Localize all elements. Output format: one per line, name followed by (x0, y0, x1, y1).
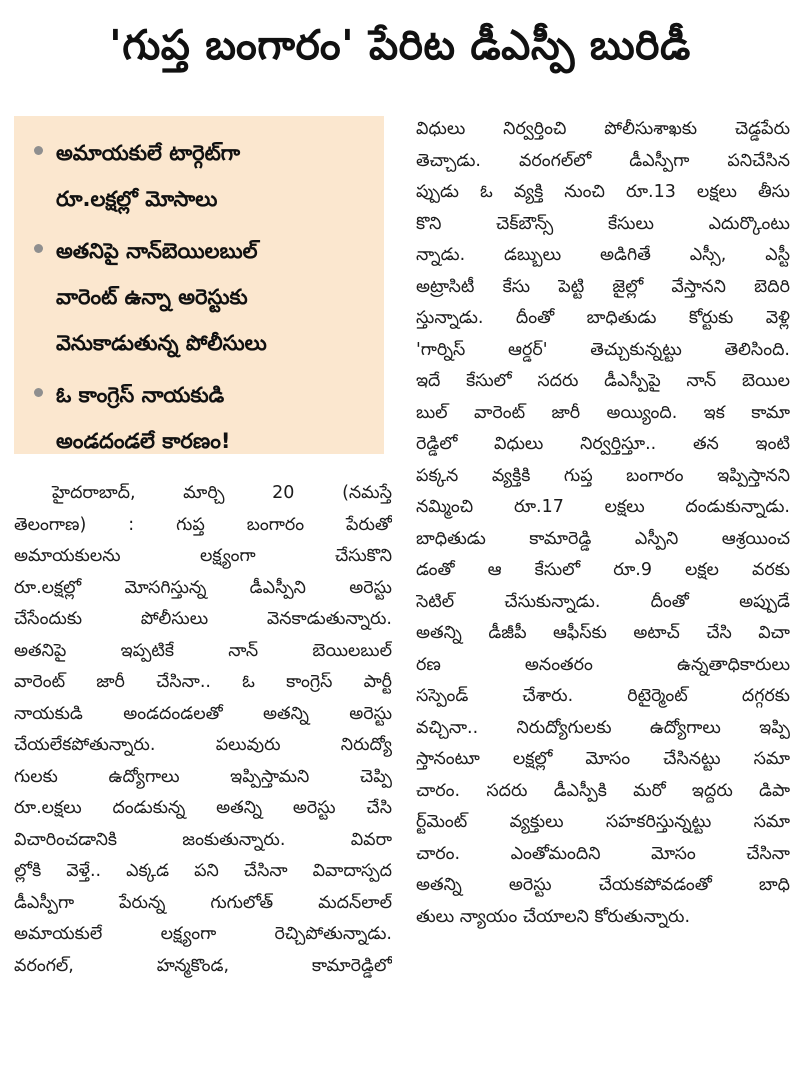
highlight-line: అతనిపై నాన్‌బెయిలబుల్ (56, 239, 258, 263)
article-line: 'గార్నిస్ ఆర్డర్' తెచ్చుకున్నట్టు తెలిసింది. (416, 339, 790, 360)
article-line: రెడ్డిలో విధులు నిర్వర్తిస్తూ.. తన ఇంటి (416, 434, 790, 454)
article-line: న్నాడు. డబ్బులు అడిగితే ఎస్సీ, ఎస్టీ (416, 245, 790, 265)
article-line: వరంగల్, హన్మకొండ, కామారెడ్డిలో (14, 955, 392, 976)
article-line: అట్రాసిటీ కేసు పెట్టి జైల్లో వేస్తానని బెదిరి (416, 276, 790, 297)
article-line: నమ్మించి రూ.17 లక్షలు దండుకున్నాడు. (416, 497, 790, 517)
article-column-left (14, 478, 392, 982)
highlight-line: అమాయకులే టార్గెట్‌గా (56, 141, 241, 165)
article-line: ర్ట్‌మెంట్ వ్యక్తులు సహకరిస్తున్నట్టు సమా (416, 812, 790, 832)
highlight-item (34, 228, 374, 366)
article-line: గులకు ఉద్యోగాలు ఇప్పిస్తామని చెప్పి (14, 766, 392, 787)
article-line: విధులు నిర్వర్తించి పోలీసుశాఖకు చెడ్డపేరు (416, 119, 790, 139)
article-line: రూ.లక్షల్లో మోసగిస్తున్న డీఎస్పీని అరెస్టు (14, 577, 392, 598)
bullet-dot-icon (34, 244, 43, 253)
article-line: స్తానంటూ లక్షల్లో మోసం చేసినట్టు సమా (416, 749, 790, 769)
article-line: విచారించడానికి జంకుతున్నారు. వివరా (14, 829, 392, 850)
article-line: స్తున్నాడు. దీంతో బాధితుడు కోర్టుకు వెళ్లి (416, 308, 790, 328)
article-line: రణ అనంతరం ఉన్నతాధికారులు (416, 654, 790, 675)
article-line: సస్పెండ్ చేశారు. రిటైర్మెంట్ దగ్గరకు (416, 686, 790, 706)
article-line: చారం. ఎంతోమందిని మోసం చేసినా (416, 843, 790, 864)
article-line: తెచ్చాడు. వరంగల్‌లో డీఎస్పీగా పనిచేసిన (416, 150, 790, 171)
article-line: అమాయకులే లక్ష్యంగా రెచ్చిపోతున్నాడు. (14, 924, 392, 944)
article-line: పక్కన వ్యక్తికి గుప్త బంగారం ఇప్పిస్తానని (416, 465, 790, 486)
highlight-line: వెనుకాడుతున్న పోలీసులు (56, 331, 267, 355)
article-line: రూ.లక్షలు దండుకున్న అతన్ని అరెస్టు చేసి (14, 798, 392, 818)
article-line: బాధితుడు కామారెడ్డి ఎస్పీని ఆశ్రయించ (416, 528, 790, 549)
bullet-dot-icon (34, 388, 43, 397)
article-line: ప్పుడు ఓ వ్యక్తి నుంచి రూ.13 లక్షలు తీసు (416, 182, 790, 202)
article-line: తులు న్యాయం చేయాలని కోరుతున్నారు. (416, 906, 691, 927)
article-line: అతన్ని అరెస్టు చేయకపోవడంతో బాధి (416, 875, 790, 895)
highlight-line: అండదండలే కారణం! (56, 429, 231, 453)
article-line: హైదరాబాద్, మార్చి 20 (నమస్తే (52, 483, 392, 503)
article-line: బుల్ వారెంట్ జారీ అయ్యింది. ఇక కామా (416, 402, 790, 423)
article-line: చారం. సదరు డీఎస్పీకి మరో ఇద్దరు డిపా (416, 780, 790, 801)
article-line: వారెంట్ జారీ చేసినా.. ఓ కాంగ్రెస్ పార్టీ (14, 672, 392, 692)
article-line: కొని చెక్‌బౌన్స్ కేసులు ఎదుర్కొంటు (416, 213, 790, 234)
article-line: అతనిపై ఇప్పటికే నాన్ బెయిలబుల్ (14, 640, 392, 661)
bullet-dot-icon (34, 146, 43, 155)
highlight-line: ఓ కాంగ్రెస్ నాయకుడి (56, 383, 225, 407)
article-line: డంతో ఆ కేసులో రూ.9 లక్షల వరకు (416, 560, 790, 580)
article-line: ల్లోకి వెళ్తే.. ఎక్కడ పని చేసినా వివాదాస్పద (14, 861, 392, 881)
article-line: అమాయకులను లక్ష్యంగా చేసుకొని (14, 546, 392, 566)
article-column-right (416, 114, 790, 933)
article-line: అతన్ని డీజీపీ ఆఫీస్‌కు అటాచ్ చేసి విచా (416, 623, 790, 643)
article-line: ఇదే కేసులో సదరు డీఎస్పీపై నాన్ బెయిల (416, 371, 790, 391)
article-line: నాయకుడి అండదండలతో అతన్ని అరెస్టు (14, 703, 392, 724)
article-line: తెలంగాణ) : గుప్త బంగారం పేరుతో (14, 514, 392, 535)
highlight-item (34, 372, 374, 464)
article-line: వచ్చినా.. నిరుద్యోగులకు ఉద్యోగాలు ఇప్పి (416, 717, 790, 738)
highlight-box (14, 116, 384, 454)
article-line: చేసేందుకు పోలీసులు వెనకాడుతున్నారు. (14, 609, 392, 629)
article-line: డీఎస్పీగా పేరున్న గుగులోత్ మదన్‌లాల్ (14, 892, 392, 913)
article-line: సెటిల్ చేసుకున్నాడు. దీంతో అప్పుడే (416, 591, 790, 612)
article-line: చేయలేకపోతున్నారు. పలువురు నిరుద్యో (14, 735, 392, 755)
headline: 'గుప్త బంగారం' పేరిట డీఎస్పీ బురిడీ (109, 21, 691, 69)
highlight-line: వారెంట్ ఉన్నా అరెస్టుకు (56, 285, 248, 309)
highlight-line: రూ.లక్షల్లో మోసాలు (56, 187, 218, 211)
highlight-item (34, 130, 374, 222)
